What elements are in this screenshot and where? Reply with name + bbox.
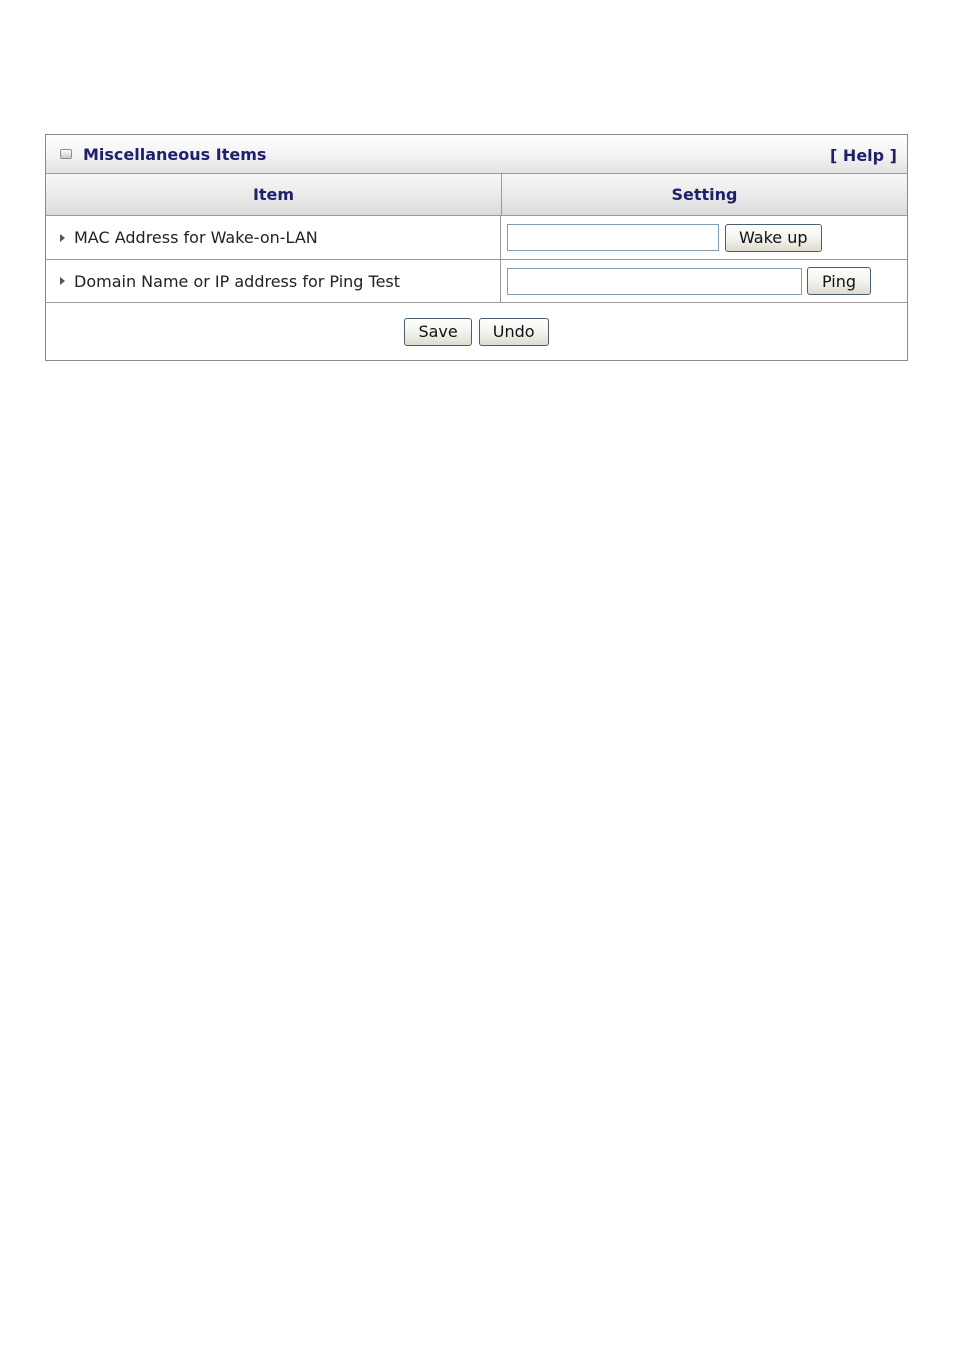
row-label-cell [46,260,501,302]
panel-title: Miscellaneous Items [83,145,267,164]
ping-target-label: Domain Name or IP address for Ping Test [74,271,401,291]
row-setting-cell [501,260,907,302]
mac-address-label: MAC Address for Wake-on-LAN [74,228,318,247]
ping-target-input[interactable] [507,268,802,295]
arrow-right-icon [60,234,65,242]
table-row-wake-on-lan [46,216,907,260]
ping-button[interactable]: Ping [807,267,871,295]
row-setting-cell [501,216,907,259]
column-header-setting: Setting [671,185,738,204]
arrow-right-icon [60,277,65,285]
column-header-item: Item [46,174,502,215]
misc-items-panel [45,134,908,361]
save-button[interactable]: Save [404,318,471,346]
mac-address-input[interactable] [507,224,719,251]
box-icon [60,149,72,159]
table-row-ping-test [46,260,907,303]
form-actions [46,303,907,360]
undo-button[interactable]: Undo [479,318,549,346]
help-link[interactable]: [ Help ] [830,146,897,165]
panel-header [46,135,907,174]
wake-up-button[interactable]: Wake up [725,224,822,252]
row-label-cell [46,216,501,259]
table-header [46,174,907,216]
